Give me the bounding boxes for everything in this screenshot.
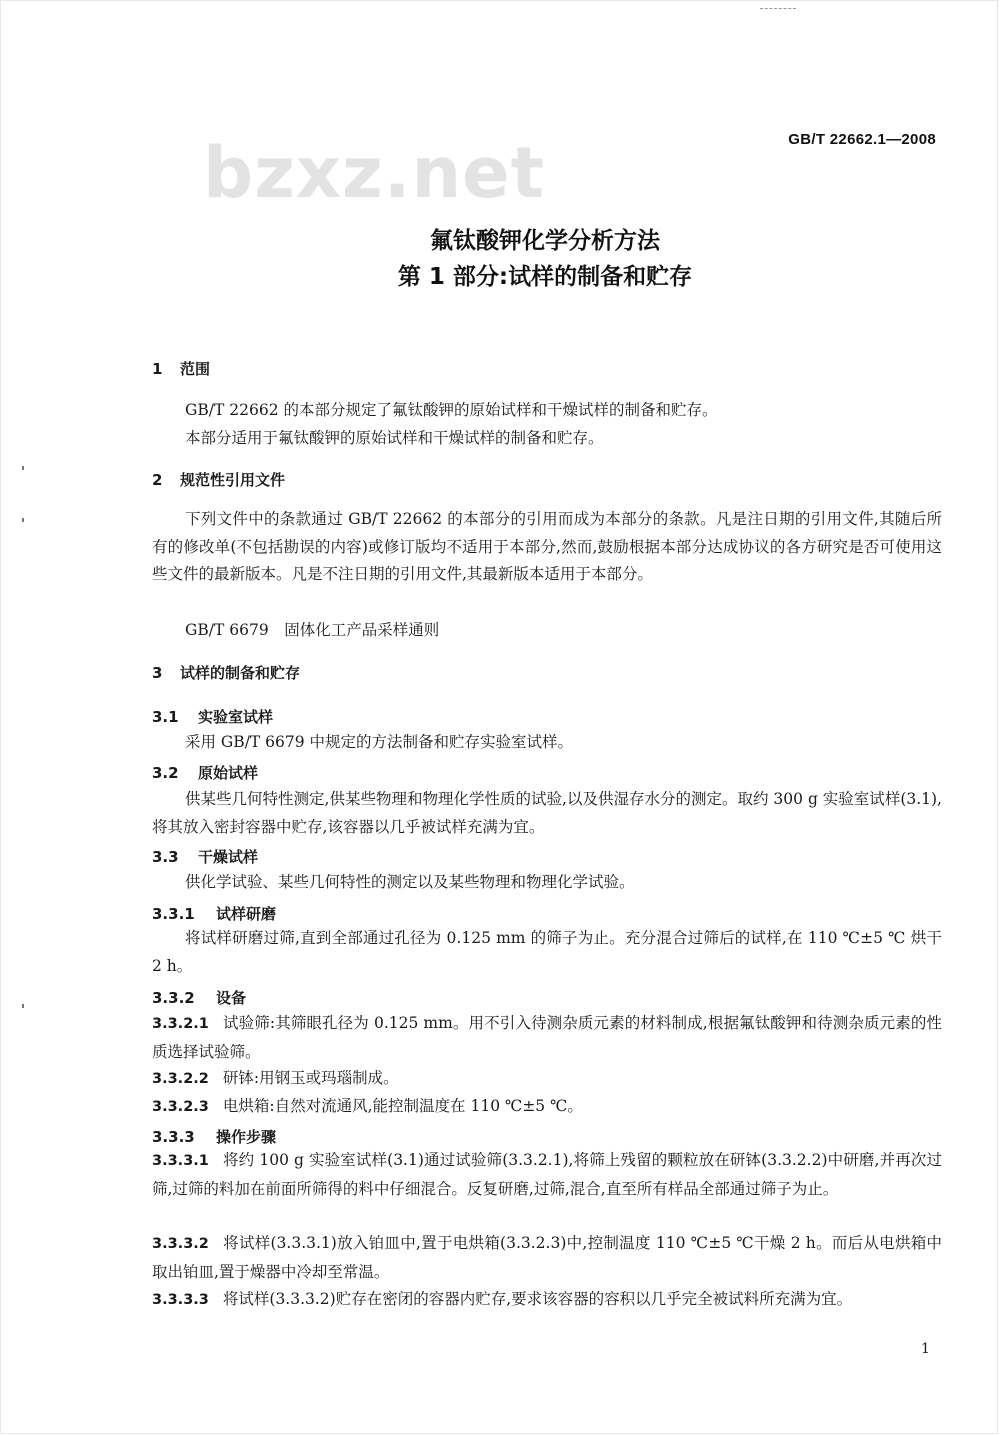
section-title: 规范性引用文件 [180,471,286,489]
item-3-3-3-2 [152,1230,942,1286]
section-title: 操作步骤 [216,1128,277,1146]
section-title: 范围 [180,360,211,378]
clause-number: 3.3.2.2 [152,1071,209,1087]
section-3-3-heading [152,846,258,867]
clause-number: 3.3.2.1 [152,1016,209,1032]
section-1-paragraph-2: 本部分适用于氟钛酸钾的原始试样和干燥试样的制备和贮存。 [185,429,604,447]
page-number: 1 [921,1341,930,1357]
clause-number: 3.3.3.2 [152,1236,209,1252]
section-3-3-3-heading [152,1126,276,1147]
section-number: 3.3.3 [152,1128,195,1146]
item-3-3-3-1 [152,1147,942,1203]
clause-text: 将试样(3.3.3.1)放入铂皿中,置于电烘箱(3.3.2.3)中,控制温度 110 ℃±5 ℃干燥 2 h。而后从电烘箱中取出铂皿,置于燥器中冷却至常温。 [152,1234,942,1281]
document-subtitle: 第 1 部分:试样的制备和贮存 [397,264,693,290]
watermark: bzxz.net [203,132,546,214]
item-3-3-2-2 [152,1065,942,1094]
margin-mark [22,518,24,522]
section-2-heading [152,469,285,490]
section-1-heading [152,358,210,379]
section-3-2-heading [152,762,258,783]
margin-mark [22,1004,24,1008]
section-title: 设备 [216,989,247,1007]
section-number: 3.2 [152,764,179,782]
clause-number: 3.3.2.3 [152,1099,209,1115]
item-3-3-3-3 [152,1286,942,1315]
section-2-paragraph: 下列文件中的条款通过 GB/T 22662 的本部分的引用而成为本部分的条款。凡是注日期的引用文件,其随后所有的修改单(不包括勘误的内容)或修订版均不适用于本部分,然而,鼓励根据本部分达成协议的各方研究是否可使用这些文件的最新版本。凡是不注日期的引用文件,其最新版本适用于本部分。 [152,510,942,583]
section-3-3-2-heading [152,987,246,1008]
section-1-paragraph-1: GB/T 22662 的本部分规定了氟钛酸钾的原始试样和干燥试样的制备和贮存。 [185,401,718,419]
section-3-3-paragraph: 供化学试验、某些几何特性的测定以及某些物理和物理化学试验。 [185,873,635,891]
item-3-3-2-3 [152,1093,942,1122]
clause-text: 试验筛:其筛眼孔径为 0.125 mm。用不引入待测杂质元素的材料制成,根据氟钛酸钾和待测杂质元素的性质选择试验筛。 [152,1014,942,1061]
section-number: 2 [152,471,163,489]
document-title: 氟钛酸钾化学分析方法 [430,228,660,254]
section-title: 试样的制备和贮存 [180,664,301,682]
section-number: 3 [152,664,163,682]
section-3-3-1-paragraph: 将试样研磨过筛,直到全部通过孔径为 0.125 mm 的筛子为止。充分混合过筛后的试样,在 110 ℃±5 ℃ 烘干 2 h。 [152,929,942,975]
scan-mark [760,8,796,11]
section-3-3-1-heading [152,903,276,924]
section-3-1-paragraph: 采用 GB/T 6679 中规定的方法制备和贮存实验室试样。 [185,733,574,751]
item-3-3-2-1 [152,1010,942,1066]
section-title: 试样研磨 [216,905,277,923]
margin-mark [22,466,24,470]
section-number: 3.3 [152,848,179,866]
standard-number: GB/T 22662.1—2008 [788,131,936,148]
normative-reference: GB/T 6679 固体化工产品采样通则 [185,621,440,639]
clause-number: 3.3.3.1 [152,1153,209,1169]
section-number: 3.1 [152,708,179,726]
section-3-1-heading [152,706,273,727]
clause-text: 将约 100 g 实验室试样(3.1)通过试验筛(3.3.2.1),将筛上残留的颗粒放在研钵(3.3.2.2)中研磨,并再次过筛,过筛的料加在前面所筛得的料中仔细混合。反复研磨,过筛,混合,直至所有样品全部通过筛子为止。 [152,1151,942,1198]
section-title: 实验室试样 [198,708,274,726]
section-3-2-paragraph: 供某些几何特性测定,供某些物理和物理化学性质的试验,以及供湿存水分的测定。取约 300 g 实验室试样(3.1),将其放入密封容器中贮存,该容器以几乎被试样充满为宜。 [152,790,942,836]
section-number: 3.3.1 [152,905,195,923]
clause-text: 研钵:用钢玉或玛瑙制成。 [222,1069,399,1087]
section-number: 1 [152,360,163,378]
section-title: 干燥试样 [198,848,259,866]
clause-number: 3.3.3.3 [152,1292,209,1308]
clause-text: 电烘箱:自然对流通风,能控制温度在 110 ℃±5 ℃。 [222,1097,583,1115]
section-number: 3.3.2 [152,989,195,1007]
section-3-heading [152,662,300,683]
section-title: 原始试样 [198,764,259,782]
clause-text: 将试样(3.3.3.2)贮存在密闭的容器内贮存,要求该容器的容积以几乎完全被试料所充满为宜。 [222,1290,853,1308]
